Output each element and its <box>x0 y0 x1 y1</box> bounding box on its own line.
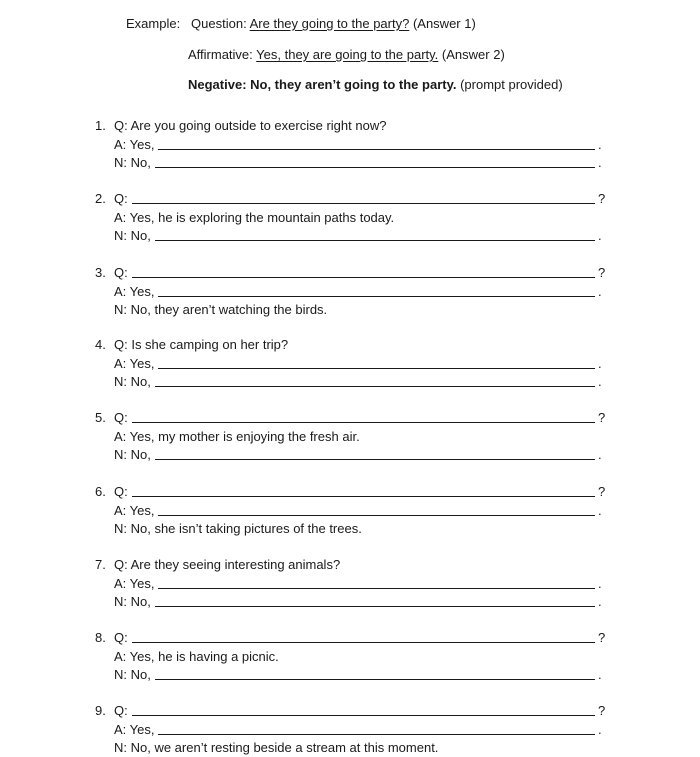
negative-text: N: No, <box>114 667 151 682</box>
negative-answer-blank[interactable] <box>155 154 595 168</box>
question-line <box>95 190 615 208</box>
question-text: Q: Is she camping on her trip? <box>114 337 289 352</box>
affirmative-answer-blank[interactable] <box>158 721 595 735</box>
affirmative-line <box>95 648 615 666</box>
period-mark: . <box>598 502 602 518</box>
period-mark: . <box>598 721 602 737</box>
example-negative-note: (prompt provided) <box>460 77 563 92</box>
question-answer-blank[interactable] <box>132 483 595 497</box>
affirmative-text: A: Yes, he is exploring the mountain paths today. <box>114 209 395 225</box>
negative-answer-blank[interactable] <box>155 227 595 241</box>
negative-line <box>95 301 615 319</box>
affirmative-line <box>95 283 615 301</box>
negative-text: N: No, <box>114 447 151 462</box>
affirmative-text: A: Yes, <box>114 136 155 152</box>
question-text: Q: <box>114 484 128 499</box>
negative-text: N: No, we aren’t resting beside a stream at this moment. <box>114 740 439 755</box>
affirmative-text: A: Yes, <box>114 283 155 299</box>
negative-answer-blank[interactable] <box>155 373 595 387</box>
affirmative-line <box>95 209 615 227</box>
negative-answer-blank[interactable] <box>155 446 595 460</box>
period-mark: . <box>598 374 602 389</box>
example-affirmative-row <box>188 47 505 62</box>
example-negative-text: Negative: No, they aren’t going to the party. <box>188 77 457 92</box>
affirmative-answer-blank[interactable] <box>158 575 595 589</box>
item-number: 4. <box>95 337 106 352</box>
period-mark: . <box>598 594 602 609</box>
negative-answer-blank[interactable] <box>155 593 595 607</box>
question-text: Q: Are they seeing interesting animals? <box>114 557 341 572</box>
item-number: 8. <box>95 630 106 645</box>
affirmative-line <box>95 428 615 446</box>
question-answer-blank[interactable] <box>132 264 595 278</box>
question-answer-blank[interactable] <box>132 409 595 423</box>
question-line <box>95 336 615 354</box>
period-mark: . <box>598 355 602 371</box>
affirmative-line <box>95 355 615 373</box>
negative-text: N: No, <box>114 374 151 389</box>
item-number: 7. <box>95 557 106 572</box>
negative-line <box>95 373 615 391</box>
period-mark: . <box>598 447 602 462</box>
negative-line <box>95 739 615 757</box>
question-mark: ? <box>598 410 606 425</box>
question-mark: ? <box>598 484 606 499</box>
item-number: 3. <box>95 265 106 280</box>
example-question-row <box>126 16 476 31</box>
question-mark: ? <box>598 191 606 206</box>
question-mark: ? <box>598 703 606 718</box>
period-mark: . <box>598 228 602 243</box>
example-question-note: (Answer 1) <box>412 16 476 31</box>
affirmative-text: A: Yes, he is having a picnic. <box>114 648 279 664</box>
top-edge <box>0 0 700 2</box>
question-text: Q: Are you going outside to exercise right now? <box>114 118 387 133</box>
question-text: Q: <box>114 630 128 645</box>
affirmative-text: A: Yes, <box>114 721 155 737</box>
question-line <box>95 409 615 427</box>
example-affirmative-prefix: Affirmative: <box>188 47 253 62</box>
question-answer-blank[interactable] <box>132 190 595 204</box>
period-mark: . <box>598 667 602 682</box>
question-line <box>95 556 615 574</box>
example-negative-row <box>188 77 563 92</box>
negative-text: N: No, she isn’t taking pictures of the trees. <box>114 521 362 536</box>
example-affirmative-note: (Answer 2) <box>441 47 505 62</box>
affirmative-line <box>95 136 615 154</box>
item-number: 9. <box>95 703 106 718</box>
negative-line <box>95 446 615 464</box>
question-text: Q: <box>114 265 128 280</box>
period-mark: . <box>598 136 602 152</box>
affirmative-answer-blank[interactable] <box>158 136 595 150</box>
negative-line <box>95 520 615 538</box>
question-line <box>95 117 615 135</box>
item-number: 5. <box>95 410 106 425</box>
affirmative-text: A: Yes, <box>114 575 155 591</box>
affirmative-text: A: Yes, <box>114 502 155 518</box>
negative-line <box>95 666 615 684</box>
question-answer-blank[interactable] <box>132 702 595 716</box>
question-mark: ? <box>598 265 606 280</box>
negative-text: N: No, <box>114 228 151 243</box>
negative-line <box>95 593 615 611</box>
negative-text: N: No, they aren’t watching the birds. <box>114 302 328 317</box>
question-answer-blank[interactable] <box>132 629 595 643</box>
negative-text: N: No, <box>114 155 151 170</box>
negative-line <box>95 227 615 245</box>
question-mark: ? <box>598 630 606 645</box>
question-text: Q: <box>114 410 128 425</box>
affirmative-text: A: Yes, my mother is enjoying the fresh air. <box>114 428 360 444</box>
item-number: 1. <box>95 118 106 133</box>
question-line <box>95 629 615 647</box>
period-mark: . <box>598 155 602 170</box>
period-mark: . <box>598 283 602 299</box>
question-text: Q: <box>114 703 128 718</box>
negative-text: N: No, <box>114 594 151 609</box>
affirmative-answer-blank[interactable] <box>158 502 595 516</box>
example-question-prefix: Question: <box>191 16 247 31</box>
question-text: Q: <box>114 191 128 206</box>
question-line <box>95 702 615 720</box>
question-line <box>95 483 615 501</box>
affirmative-answer-blank[interactable] <box>158 355 595 369</box>
example-question-text: Are they going to the party? <box>249 16 410 31</box>
affirmative-line <box>95 721 615 739</box>
affirmative-answer-blank[interactable] <box>158 283 595 297</box>
example-affirmative-text: Yes, they are going to the party. <box>256 47 439 62</box>
item-number: 2. <box>95 191 106 206</box>
affirmative-text: A: Yes, <box>114 355 155 371</box>
item-number: 6. <box>95 484 106 499</box>
example-label: Example: <box>126 16 181 31</box>
negative-answer-blank[interactable] <box>155 666 595 680</box>
period-mark: . <box>598 575 602 591</box>
negative-line <box>95 154 615 172</box>
question-line <box>95 264 615 282</box>
affirmative-line <box>95 575 615 593</box>
affirmative-line <box>95 502 615 520</box>
